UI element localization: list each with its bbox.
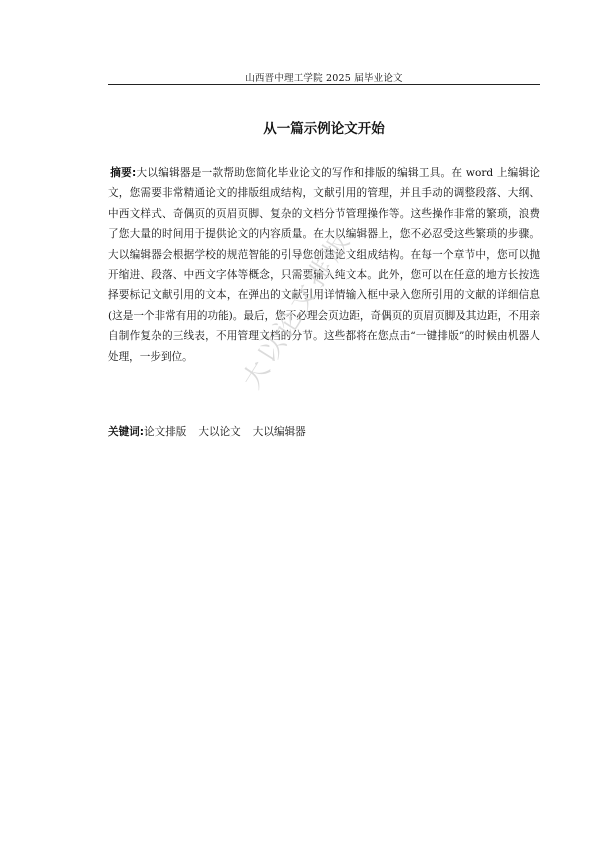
watermark: 大以论文排版 xyxy=(237,225,358,395)
header-rule xyxy=(108,84,540,85)
keywords-line xyxy=(108,424,540,439)
abstract-text: 大以编辑器是一款帮助您简化毕业论文的写作和排版的编辑工具。在 word 上编辑论文，您需要非常精通论文的排版组成结构，文献引用的管理，并且手动的调整段落、大纲、中西文样式、奇偶页的页眉页脚、复杂的文档分节管理操作等。这些操作非常的繁琐，浪费了您大量的时间用于提供论文的内容质量。在大以编辑器上，您不必忍受这些繁琐的步骤。大以编辑器会根据学校的规范智能的引导您创建论文组成结构。在每一个章节中，您可以抛开缩进、段落、中西文字体等概念，只需要输入纯文本。此外，您可以在任意的地方长按选择要标记文献引用的文本，在弹出的文献引用详情输入框中录入您所引用的文献的详细信息(这是一个非常有用的功能)。最后，您不必理会页边距，奇偶页的页眉页脚及其边距，不用亲自制作复杂的三线表，不用管理文档的分节。这些都将在您点击“一键排版”的时候由机器人处理，一步到位。 xyxy=(108,167,541,363)
running-header: 山西晋中理工学院 2025 届毕业论文 xyxy=(245,73,403,84)
page-title: 从一篇示例论文开始 xyxy=(263,121,385,137)
keyword-item: 大以论文 xyxy=(198,426,241,438)
abstract-label: 摘要: xyxy=(110,167,137,179)
keyword-item: 论文排版 xyxy=(144,426,187,438)
keyword-item: 大以编辑器 xyxy=(252,426,306,438)
keywords-label: 关键词: xyxy=(108,426,145,438)
